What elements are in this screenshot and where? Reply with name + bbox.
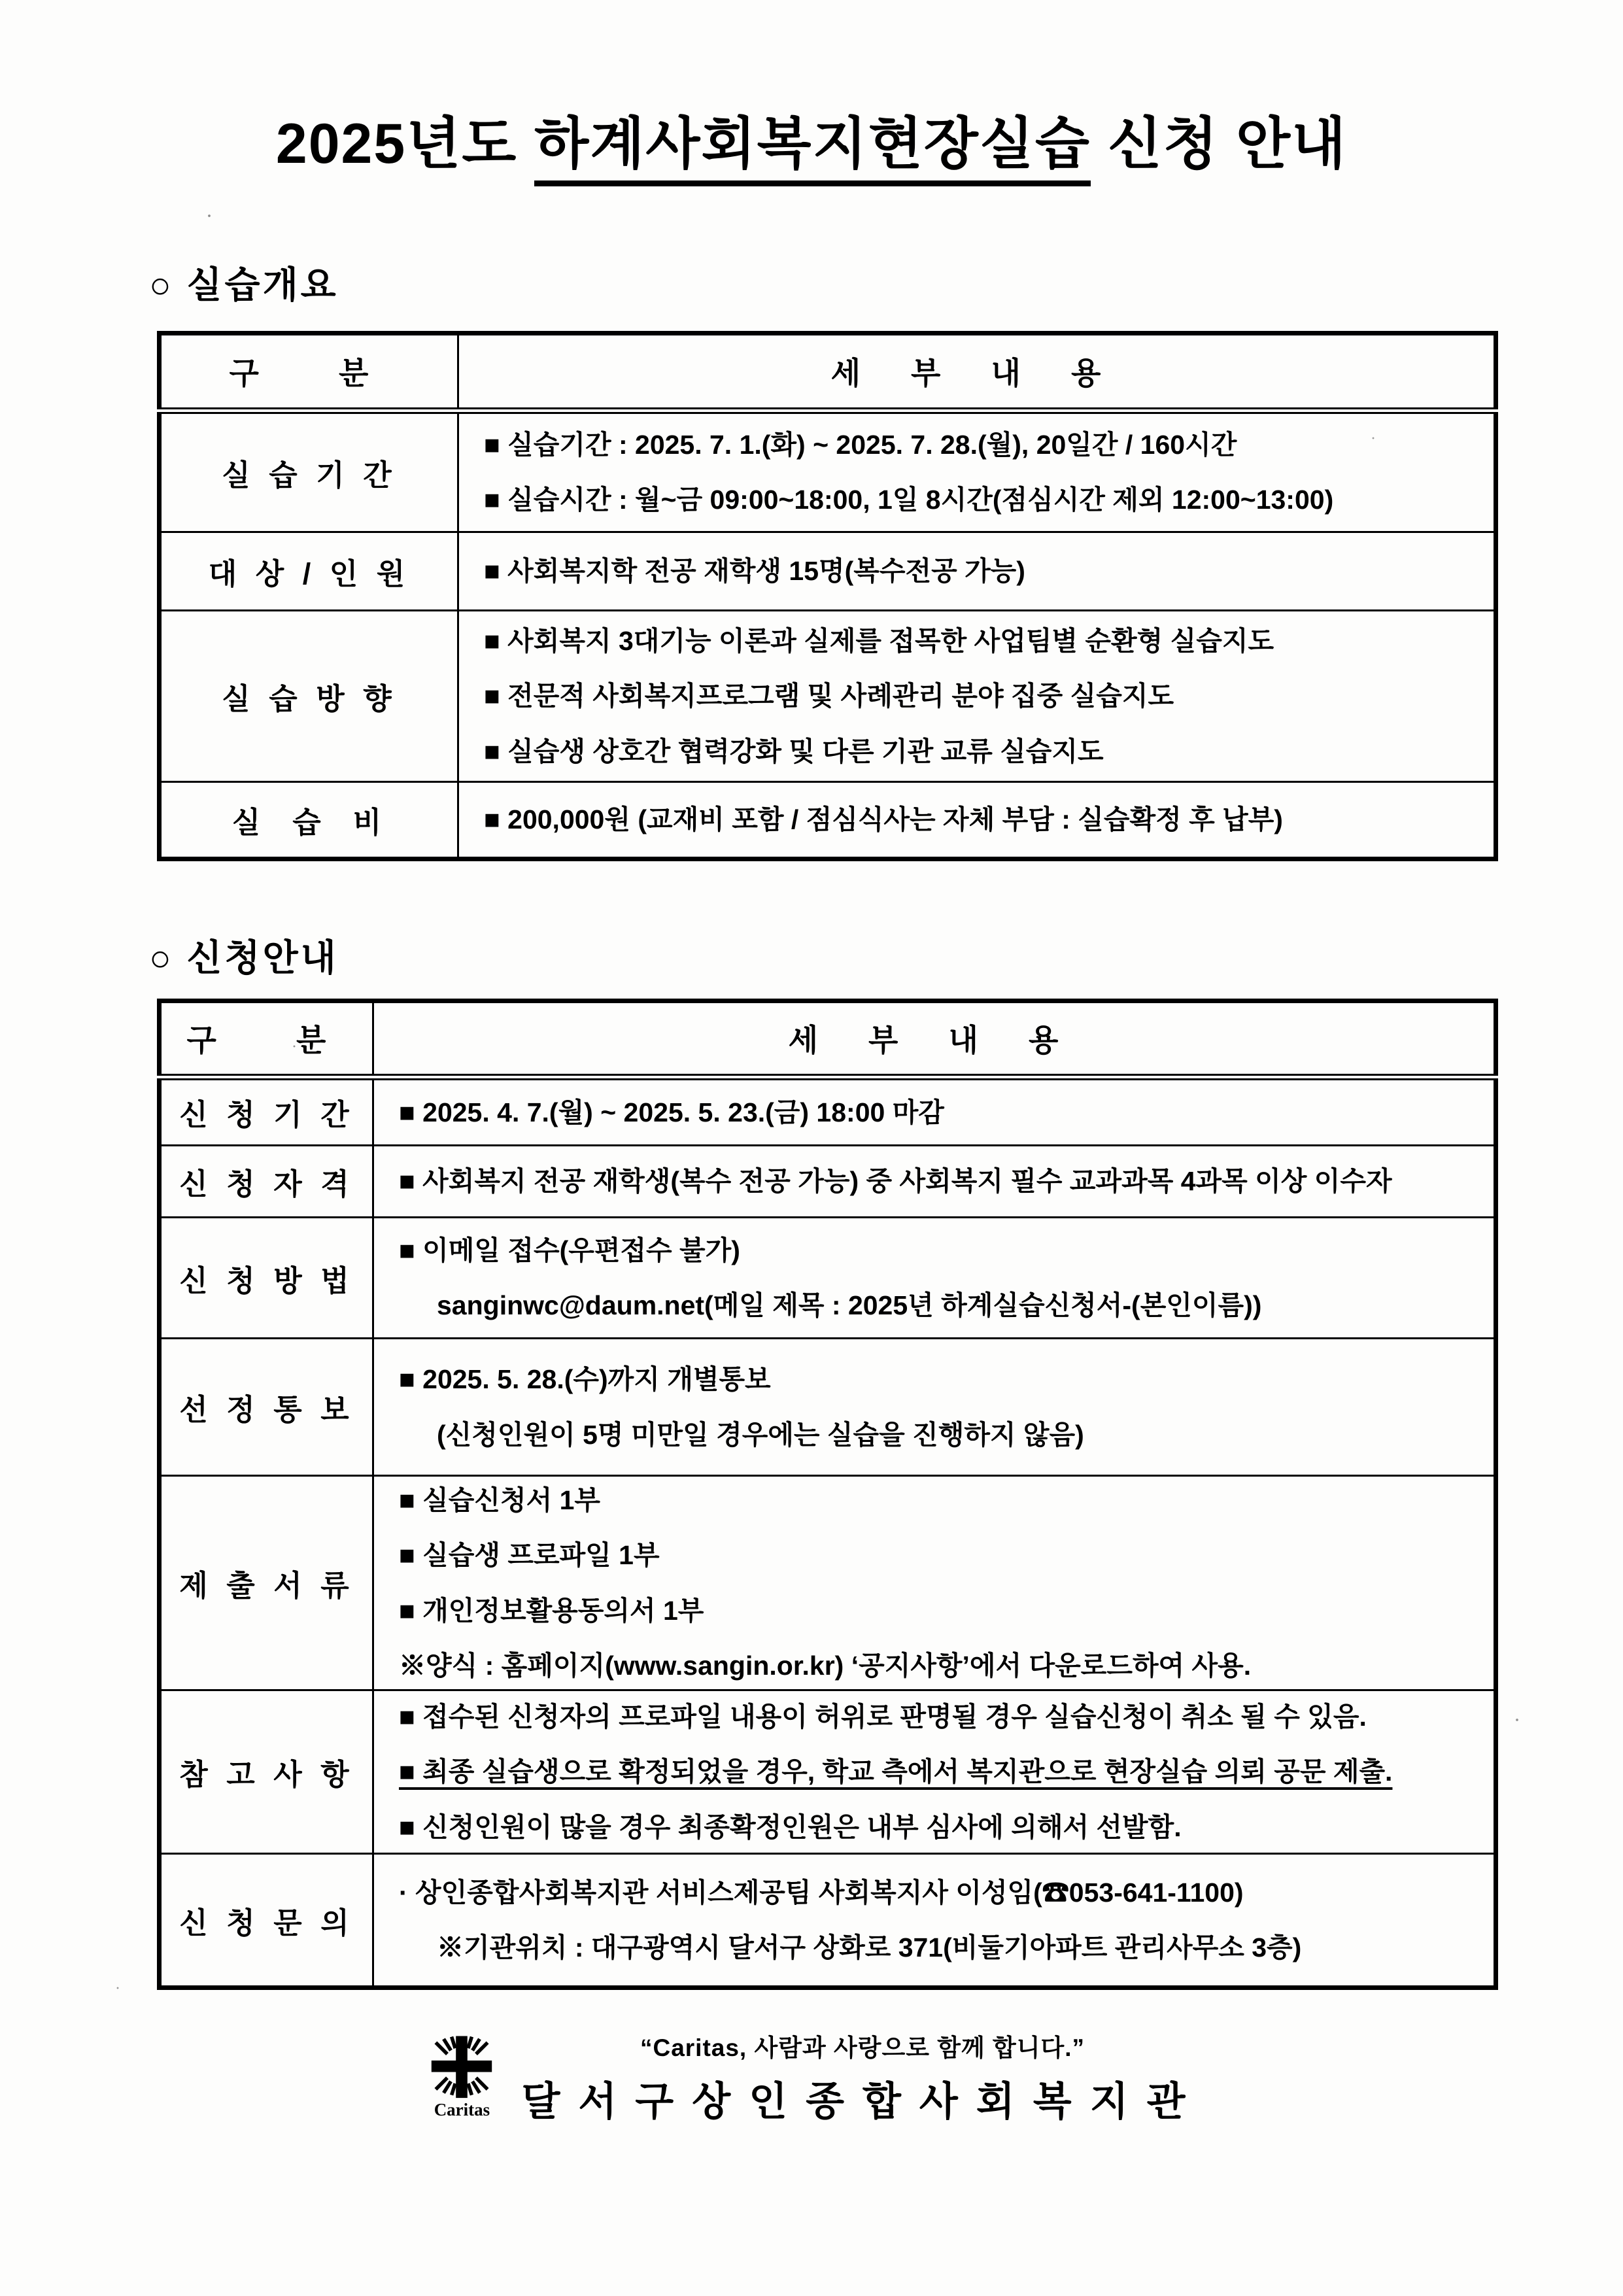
caritas-cross-icon — [426, 2034, 498, 2102]
table-row — [160, 1077, 1496, 1146]
row-label: 실 습 비 — [160, 782, 458, 859]
text-line: ■ 개인정보활용동의서 1부 — [399, 1595, 704, 1626]
text-line: ■ 실습기간 : 2025. 7. 1.(화) ~ 2025. 7. 28.(월), 20일간 / 160시간 — [484, 429, 1237, 460]
row-content — [458, 611, 1496, 782]
column-header-details: 세 부 내 용 — [458, 334, 1496, 411]
organization-name: 달서구상인종합사회복지관 — [521, 2079, 1204, 2124]
row-content — [373, 1476, 1496, 1690]
table-row — [160, 1339, 1496, 1476]
row-content — [458, 532, 1496, 611]
footer — [0, 2028, 1623, 2127]
header-row — [160, 1001, 1496, 1077]
row-label: 대 상 / 인 원 — [160, 532, 458, 611]
column-header-category: 구 분 — [160, 334, 458, 411]
row-label: 신 청 자 격 — [160, 1146, 373, 1218]
title-suffix: 신청 안내 — [1091, 112, 1348, 175]
application-table — [157, 999, 1498, 1990]
table-row — [160, 1854, 1496, 1988]
text-line: ■ 최종 실습생으로 확정되었을 경우, 학교 측에서 복지관으로 현장실습 의뢰 공문 제출. — [399, 1756, 1393, 1787]
table-row — [160, 611, 1496, 782]
section-heading-apply: ○ 신청안내 — [149, 937, 339, 978]
row-content — [458, 411, 1496, 532]
text-line: ■ 2025. 5. 28.(수)까지 개별통보 — [399, 1364, 771, 1395]
row-label: 참 고 사 항 — [160, 1690, 373, 1854]
row-label: 신 청 문 의 — [160, 1854, 373, 1988]
text-line: · 상인종합사회복지관 서비스제공팀 사회복지사 이성임(☎053-641-1100) — [399, 1877, 1244, 1908]
overview-table — [157, 331, 1498, 861]
text-line: ■ 2025. 4. 7.(월) ~ 2025. 5. 23.(금) 18:00 마감 — [399, 1097, 944, 1127]
text-line: ■ 실습신청서 1부 — [399, 1485, 600, 1515]
row-label: 신 청 방 법 — [160, 1218, 373, 1339]
column-header-details: 세 부 내 용 — [373, 1001, 1496, 1077]
header-row — [160, 334, 1496, 411]
footer-quote: “Caritas, 사람과 사랑으로 함께 합니다.” — [640, 2034, 1085, 2062]
caritas-logo — [419, 2034, 504, 2120]
row-label: 신 청 기 간 — [160, 1077, 373, 1146]
row-content — [458, 782, 1496, 859]
text-line: ■ 접수된 신청자의 프로파일 내용이 허위로 판명될 경우 실습신청이 취소 될 수 있음. — [399, 1702, 1367, 1732]
table-row — [160, 1146, 1496, 1218]
row-content — [373, 1854, 1496, 1988]
text-line: ■ 실습생 프로파일 1부 — [399, 1540, 660, 1571]
text-line: ■ 실습시간 : 월~금 09:00~18:00, 1일 8시간(점심시간 제외 12:00~13:00) — [484, 485, 1334, 515]
row-content — [373, 1077, 1496, 1146]
table-row — [160, 532, 1496, 611]
table-row — [160, 411, 1496, 532]
row-content — [373, 1146, 1496, 1218]
row-label: 실 습 방 향 — [160, 611, 458, 782]
text-line: sanginwc@daum.net(메일 제목 : 2025년 하계실습신청서-(본인이름)) — [437, 1290, 1262, 1320]
page-title — [0, 98, 1623, 179]
table-row — [160, 782, 1496, 859]
row-label: 제 출 서 류 — [160, 1476, 373, 1690]
footer-text — [521, 2028, 1203, 2127]
table-row — [160, 1690, 1496, 1854]
text-line: ※양식 : 홈페이지(www.sangin.or.kr) ‘공지사항’에서 다운로드하여 사용. — [399, 1650, 1252, 1681]
table-row — [160, 1476, 1496, 1690]
table-row — [160, 1218, 1496, 1339]
text-line: ■ 신청인원이 많을 경우 최종확정인원은 내부 심사에 의해서 선발함. — [399, 1811, 1182, 1842]
text-line: ※기관위치 : 대구광역시 달서구 상화로 371(비둘기아파트 관리사무소 3층) — [437, 1932, 1302, 1963]
row-content — [373, 1218, 1496, 1339]
text-line: ■ 사회복지 3대기능 이론과 실제를 접목한 사업팀별 순환형 실습지도 — [484, 626, 1274, 657]
title-underlined-text: 하계사회복지현장실습 — [534, 112, 1091, 186]
row-label: 실 습 기 간 — [160, 411, 458, 532]
text-line: ■ 200,000원 (교재비 포함 / 점심식사는 자체 부담 : 실습확정 후 납부) — [484, 804, 1283, 835]
row-content — [373, 1339, 1496, 1476]
text-line: ■ 이메일 접수(우편접수 불가) — [399, 1235, 740, 1265]
row-content — [373, 1690, 1496, 1854]
section-heading-overview: ○ 실습개요 — [149, 264, 339, 305]
caritas-logo-caption: Caritas — [434, 2100, 490, 2120]
title-prefix: 2025년도 — [275, 112, 535, 175]
column-header-category: 구 분 — [160, 1001, 373, 1077]
text-line: ■ 사회복지 전공 재학생(복수 전공 가능) 중 사회복지 필수 교과과목 4과목 이상 이수자 — [399, 1166, 1392, 1197]
text-line: ■ 전문적 사회복지프로그램 및 사례관리 분야 집중 실습지도 — [484, 681, 1174, 711]
row-label: 선 정 통 보 — [160, 1339, 373, 1476]
text-line: ■ 실습생 상호간 협력강화 및 다른 기관 교류 실습지도 — [484, 736, 1104, 766]
text-line: ■ 사회복지학 전공 재학생 15명(복수전공 가능) — [484, 556, 1025, 587]
text-line: (신청인원이 5명 미만일 경우에는 실습을 진행하지 않음) — [437, 1419, 1084, 1450]
